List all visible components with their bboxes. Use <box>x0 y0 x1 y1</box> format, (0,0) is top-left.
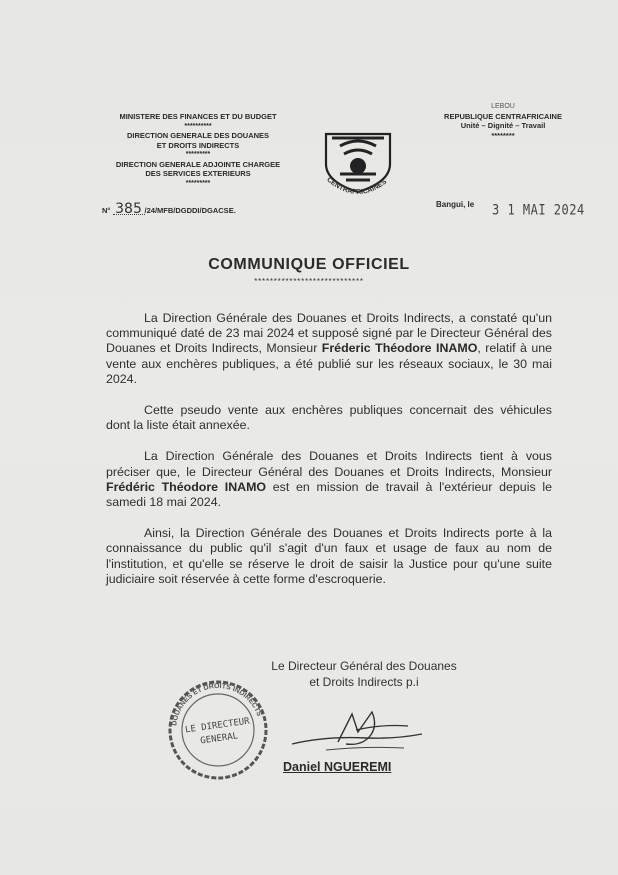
handwritten-note: LEBOU <box>491 103 515 110</box>
date-stamp: 3 1 MAI 2024 <box>492 201 585 219</box>
reference-prefix: N° <box>102 206 111 215</box>
national-motto: Unité – Dignité – Travail <box>460 121 546 130</box>
signatory-name: Daniel NGUEREMI <box>283 760 392 774</box>
place-label: Bangui, le <box>436 200 475 209</box>
paragraph-1-text-a: La Direction Générale des Douanes et Droits Indirects, a constaté qu'un communiqué daté de 23 mai 2024 et supposé signé par le Directeur Général des Douanes et Droits Indirects, Monsieur <box>106 311 552 356</box>
separator-stars: ********** <box>184 122 212 130</box>
republic-header <box>418 102 588 140</box>
handwritten-signature <box>286 706 426 756</box>
paragraph-3-text-b: est en mission de travail à l'extérieur depuis le samedi 18 mai 2024. <box>106 479 552 510</box>
ministry-name: MINISTERE DES FINANCES ET DU BUDGET <box>119 112 277 121</box>
stamp-text-line2: GENERAL <box>199 731 239 747</box>
separator-stars: ********* <box>185 151 211 158</box>
director-name: Fréderic Théodore INAMO <box>321 341 478 356</box>
republic-name: REPUBLIQUE CENTRAFRICAINE <box>444 111 562 121</box>
document-title: COMMUNIQUE OFFICIEL <box>208 256 410 273</box>
paragraph-1 <box>106 311 552 387</box>
director-name: Frédéric Théodore INAMO <box>106 479 267 494</box>
signatory-title <box>244 658 484 690</box>
adjoint-direction-line2: DES SERVICES EXTERIEURS <box>145 169 251 178</box>
title-separator-stars: **************************** <box>254 277 364 286</box>
paragraph-1-text-b: , relatif à une vente aux enchères publiques, a été publié sur les réseaux sociaux, le 30 mai 2024. <box>106 341 552 386</box>
paragraph-4: Ainsi, la Direction Générale des Douanes et Droits Indirects porte à la connaissance du public qu'il s'agit d'un faux et usage de faux au nom de l'institution, et qu'elle se réserve le droit de saisir la Justice pour qu'une suite judiciaire soit réservée à cette forme d'escroquerie. <box>106 526 552 586</box>
issuer-header <box>88 112 308 217</box>
direction-name-line1: DIRECTION GENERALE DES DOUANES <box>126 131 270 140</box>
emblem-arc-text: CENTRAFRICAINES <box>325 176 389 197</box>
paragraph-3-text-a: La Direction Générale des Douanes et Droits Indirects tient à vous préciser que, le Directeur Général des Douanes et Droits Indirects, Monsieur <box>106 449 552 479</box>
paragraph-2: Cette pseudo vente aux enchères publiques concernait des véhicules dont la liste était annexée. <box>106 403 552 433</box>
signatory-title-line2: et Droits Indirects p.i <box>309 675 419 689</box>
paragraph-3 <box>106 449 552 510</box>
separator-stars: ******** <box>491 130 515 140</box>
reference-number <box>102 201 362 217</box>
adjoint-direction-line1: DIRECTION GENERALE ADJOINTE CHARGEE <box>115 159 281 169</box>
signatory-title-line1: Le Directeur Général des Douanes <box>271 659 457 673</box>
reference-suffix: /24/MFB/DGDDI/DGACSE. <box>144 206 236 215</box>
stamp-ring-text: DOUANES ET DROITS INDIRECTS <box>171 682 263 727</box>
stamp-text-line1: LE DIRECTEUR <box>184 716 251 736</box>
separator-stars: ********* <box>185 179 211 187</box>
official-stamp-icon <box>162 674 274 786</box>
reference-handwritten-number: 385 <box>113 204 145 215</box>
customs-emblem-icon <box>318 120 398 200</box>
communique-body <box>106 311 552 603</box>
direction-name-line2: ET DROITS INDIRECTS <box>156 140 240 150</box>
